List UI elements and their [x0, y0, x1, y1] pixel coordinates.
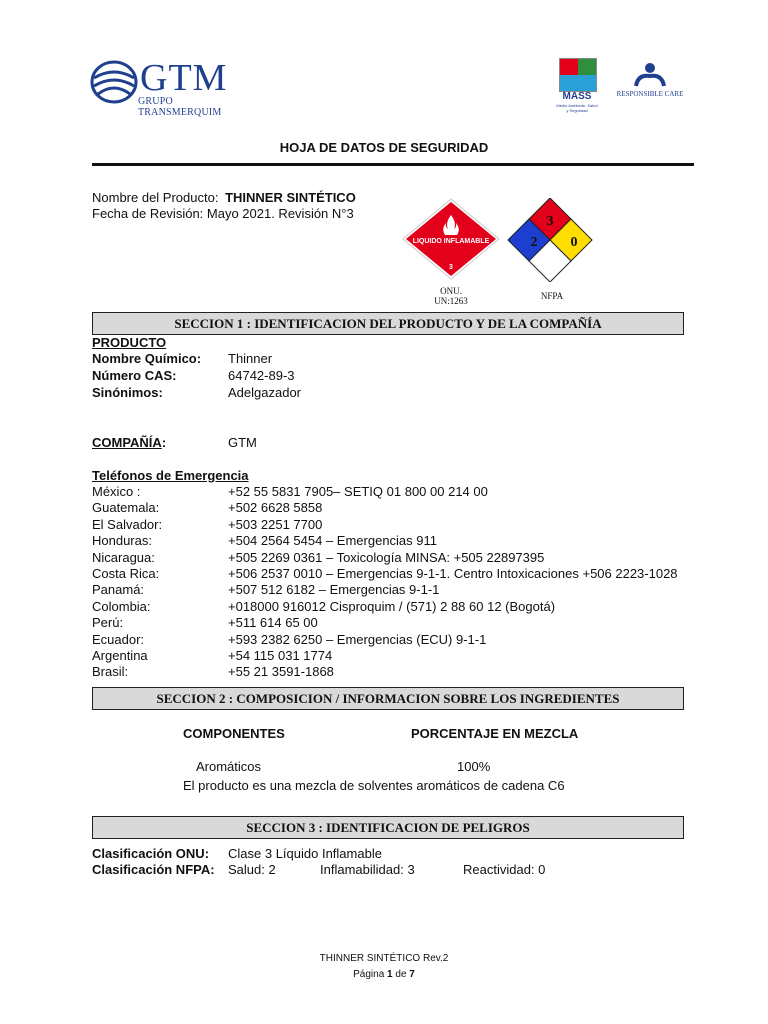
phone-country: Nicaragua: [92, 549, 155, 565]
phone-row [92, 582, 692, 598]
product-name-line [92, 190, 356, 205]
placard-text: LIQUIDO INFLAMABLE [412, 238, 490, 245]
phone-number: +503 2251 7700 [228, 516, 323, 532]
gtm-logo-text: GTM [140, 57, 228, 99]
company-line [92, 435, 392, 450]
phone-country: Brasil: [92, 664, 129, 680]
emergency-phones-heading: Teléfonos de Emergencia [92, 468, 249, 483]
page-prefix: Página [353, 969, 385, 980]
responsible-care-text: RESPONSIBLE CARE [616, 90, 684, 98]
phone-number: +55 21 3591-1868 [228, 664, 334, 680]
nfpa-reactivity-value: Reactividad: 0 [463, 862, 546, 877]
phone-number: +593 2382 6250 – Emergencias (ECU) 9-1-1 [228, 631, 487, 647]
phone-country: México : [92, 484, 141, 499]
phone-country: Perú: [92, 615, 124, 631]
field-label: Sinónimos: [92, 385, 163, 400]
phone-country: El Salvador: [92, 516, 163, 532]
phone-row [92, 550, 692, 566]
phone-country: Panamá: [92, 582, 145, 598]
phone-country: Guatemala: [92, 500, 160, 516]
phone-number: +54 115 031 1774 [228, 647, 333, 663]
component-name: Aromáticos [196, 759, 262, 774]
un-number: UN:1263 [434, 296, 468, 306]
producto-heading: PRODUCTO [92, 335, 167, 350]
phone-country: Colombia: [92, 598, 151, 614]
phone-number: +505 2269 0361 – Toxicología MINSA: +505 22897395 [228, 549, 545, 565]
phone-number: +507 512 6182 – Emergencias 9-1-1 [228, 582, 440, 598]
phone-number: +511 614 65 00 [228, 615, 318, 631]
field-value: Thinner [228, 351, 273, 366]
field-value: 64742-89-3 [228, 368, 295, 383]
field-value: Adelgazador [228, 385, 301, 400]
nfpa-flammability-value: Inflamabilidad: 3 [320, 862, 415, 877]
phone-row [92, 517, 692, 533]
phone-country: Costa Rica: [92, 565, 160, 581]
phone-country: Argentina [92, 647, 148, 663]
field-label: Número CAS: [92, 368, 177, 383]
nfpa-diamond [506, 198, 594, 282]
product-name-value: THINNER SINTÉTICO [225, 190, 356, 205]
component-percentage: 100% [457, 759, 491, 774]
field-row [92, 351, 273, 368]
gtm-logo-subtitle: GRUPO TRANSMERQUIM [138, 96, 222, 118]
page-separator: de [395, 969, 407, 980]
percentage-column-header: PORCENTAJE EN MEZCLA [411, 726, 579, 741]
gtm-logo [90, 56, 255, 118]
field-label: Nombre Químico: [92, 351, 202, 366]
company-label: COMPAÑÍA [92, 435, 162, 450]
phone-country: Honduras: [92, 533, 152, 549]
section-2-header: SECCION 2 : COMPOSICION / INFORMACION SOBRE LOS INGREDIENTES [92, 687, 684, 710]
phone-country: Ecuador: [92, 631, 145, 647]
phone-row [92, 484, 692, 500]
product-fields [92, 351, 301, 402]
phone-number: +506 2537 0010 – Emergencias 9-1-1. Centro Intoxicaciones +506 2223-1028 [228, 565, 678, 581]
section-3-header: SECCION 3 : IDENTIFICACION DE PELIGROS [92, 816, 684, 839]
onu-classification-value: Clase 3 Líquido Inflamable [228, 846, 382, 861]
page-current: 1 [387, 969, 393, 980]
page-number [0, 969, 768, 980]
phone-number: +504 2564 5454 – Emergencias 911 [228, 533, 438, 549]
components-column-header: COMPONENTES [183, 726, 285, 741]
phone-row [92, 664, 692, 680]
field-row [92, 368, 295, 385]
flammable-liquid-placard [401, 197, 501, 281]
section-1-header: SECCION 1 : IDENTIFICACION DEL PRODUCTO Y DE LA COMPAÑÍA [92, 312, 684, 335]
phone-number: +502 6628 5858 [228, 500, 323, 516]
product-name-label: Nombre del Producto: [92, 190, 219, 205]
phone-number: +018000 916012 Cisproquim / (571) 2 88 60 12 (Bogotá) [228, 598, 556, 614]
nfpa-label: NFPA [540, 291, 564, 301]
nfpa-flammability: 3 [546, 214, 554, 229]
onu-classification-label: Clasificación ONU: [92, 846, 210, 861]
composition-note: El producto es una mezcla de solventes aromáticos de cadena C6 [183, 778, 565, 793]
responsible-care-logo [612, 60, 688, 110]
nfpa-reactivity: 0 [570, 235, 578, 250]
phone-row [92, 566, 692, 582]
phone-row [92, 615, 692, 631]
footer-title: THINNER SINTÉTICO Rev.2 [319, 953, 449, 964]
company-value: GTM [228, 435, 257, 450]
revision-line: Fecha de Revisión: Mayo 2021. Revisión N°3 [92, 206, 354, 221]
onu-label: ONU. [440, 286, 462, 296]
title-divider [92, 163, 694, 166]
phone-row [92, 599, 692, 615]
company-colon: : [161, 435, 167, 450]
phone-number: +52 55 5831 7905– SETIQ 01 800 00 214 00 [228, 484, 488, 499]
mass-logo [555, 58, 599, 114]
emergency-phones-list [92, 484, 692, 681]
nfpa-classification-label: Clasificación NFPA: [92, 862, 215, 877]
hands-icon [632, 60, 668, 88]
globe-icon [90, 58, 138, 106]
field-row [92, 385, 301, 402]
nfpa-health-value: Salud: 2 [228, 862, 276, 877]
phone-row [92, 500, 692, 516]
phone-row [92, 648, 692, 664]
page-total: 7 [409, 969, 415, 980]
mass-logo-text: MASS [562, 91, 592, 102]
phone-row [92, 533, 692, 549]
phone-row [92, 632, 692, 648]
document-title: HOJA DE DATOS DE SEGURIDAD [279, 140, 489, 155]
mass-logo-subtitle: Medio Ambiente, Salud y Seguridad [556, 103, 598, 113]
nfpa-health: 2 [530, 235, 538, 250]
placard-class: 3 [449, 264, 453, 271]
